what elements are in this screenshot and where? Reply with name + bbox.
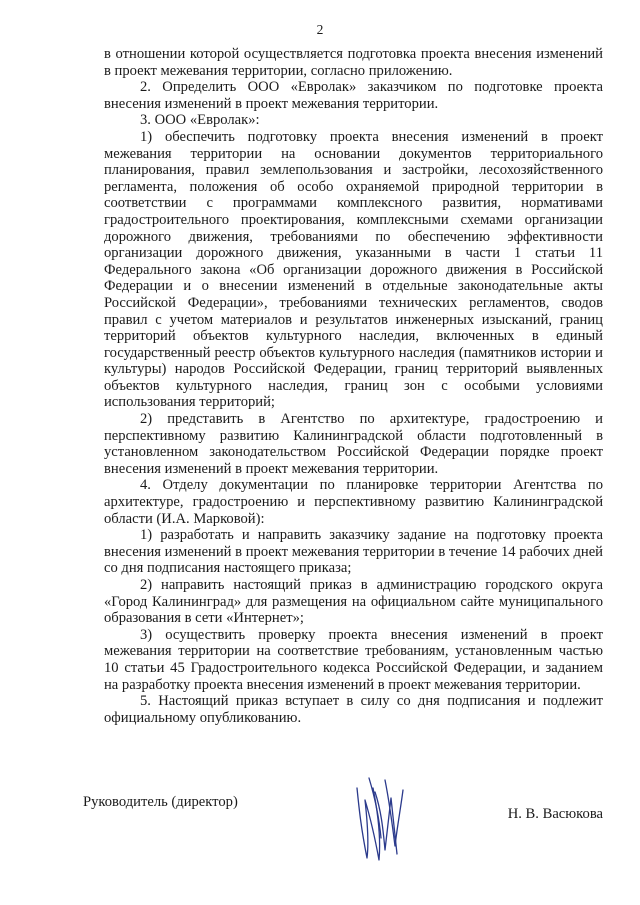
paragraph-item-5: 5. Настоящий приказ вступает в силу со дня подписания и подлежит официальному опубликованию. (104, 693, 603, 726)
paragraph-item-4: 4. Отделу документации по планировке территории Агентства по архитектуре, градостроению и перспективному развитию Калининградской области (И.А. Марковой): (104, 477, 603, 527)
signatory-name: Н. В. Васюкова (507, 806, 603, 822)
handwritten-signature (345, 758, 415, 868)
paragraph-item-3-2: 2) представить в Агентство по архитектуре, градостроению и перспективному развитию Калининградской области подготовленный в установленном законодательством Российской Федерации порядке проект внесения изменений в проект межевания территории. (104, 411, 603, 477)
document-body (104, 46, 603, 726)
paragraph-item-4-2: 2) направить настоящий приказ в администрацию городского округа «Город Калининград» для размещения на официальном сайте муниципального образования в сети «Интернет»; (104, 577, 603, 627)
signatory-position: Руководитель (директор) (83, 794, 238, 810)
paragraph-item-3-1: 1) обеспечить подготовку проекта внесения изменений в проект межевания территории на основании документов территориального планирования, правил землепользования и застройки, лесохозяйственного регламента, положения об особо охраняемой природной территории в соответствии с программами комплексного развития, нормативами градостроительного проектирования, комплексными схемами организации дорожного движения, требованиями по обеспечению эффективности организации дорожного движения, указанными в части 1 статьи 11 Федерального закона «Об организации дорожного движения в Российской Федерации и о внесении изменений в отдельные законодательные акты Российской Федерации», требованиями технических регламентов, сводов правил с учетом материалов и результатов инженерных изысканий, границ территорий объектов культурного наследия, включенных в единый государственный реестр объектов культурного наследия (памятников истории и культуры) народов Российской Федерации, границ территорий выявленных объектов культурного наследия, границ зон с особыми условиями использования территорий; (104, 128, 603, 411)
paragraph-item-4-3: 3) осуществить проверку проекта внесения изменений в проект межевания территории на соответствие требованиям, установленным частью 10 статьи 45 Градостроительного кодекса Российской Федерации, и заданием на разработку проекта внесения изменений в проект межевания территории. (104, 626, 603, 693)
paragraph-item-2: 2. Определить ООО «Евролак» заказчиком по подготовке проекта внесения изменений в проект межевания территории. (104, 79, 603, 112)
signature-block (83, 794, 603, 834)
paragraph-item-3: 3. ООО «Евролак»: (140, 112, 260, 129)
paragraph-item-4-1: 1) разработать и направить заказчику задание на подготовку проекта внесения изменений в проект межевания территории в течение 14 рабочих дней со дня подписания настоящего приказа; (104, 527, 603, 577)
page-number: 2 (316, 22, 324, 37)
paragraph-continuation: в отношении которой осуществляется подготовка проекта внесения изменений в проект межевания территории, согласно приложению. (104, 46, 603, 79)
